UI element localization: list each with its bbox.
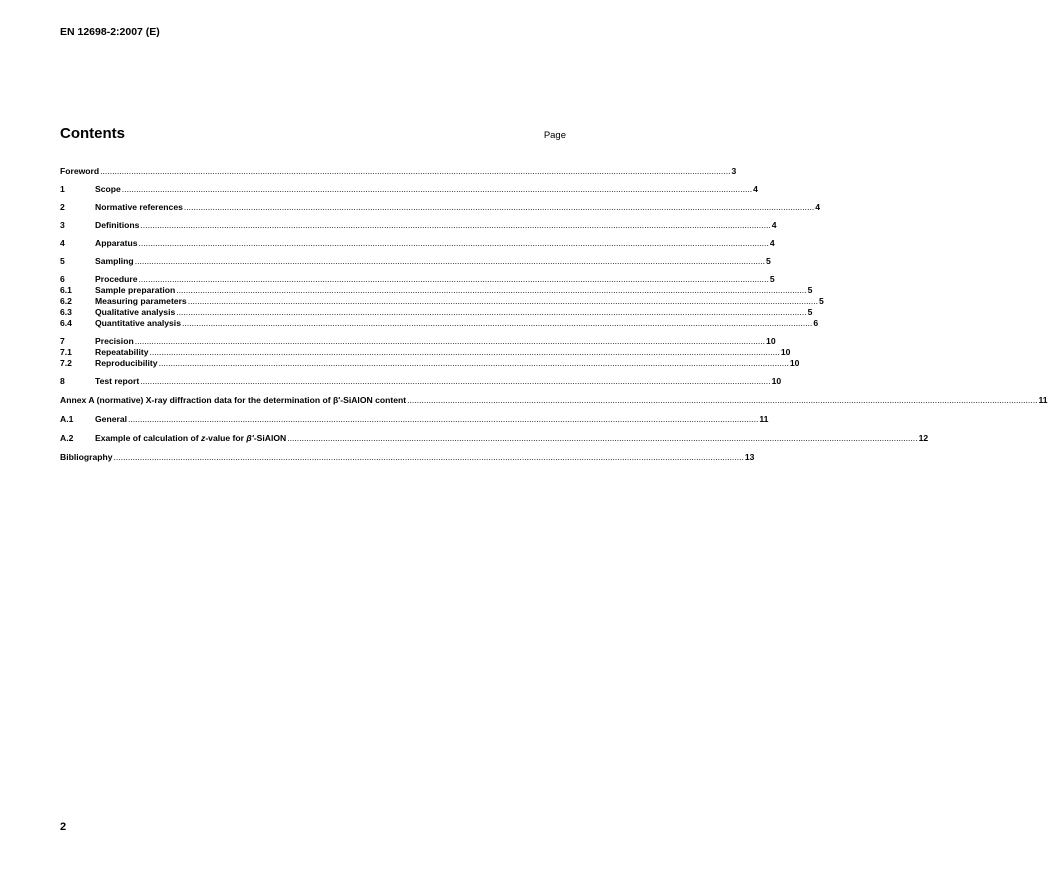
toc-entry-title: Reproducibility [95, 358, 158, 368]
page-number: 2 [60, 821, 67, 833]
toc-entry-page: 5 [807, 307, 813, 317]
toc-entry-page: 10 [771, 376, 782, 386]
toc-entry-annex-a[interactable] [60, 395, 1048, 406]
toc-entry-number: 6.2 [60, 296, 72, 306]
toc-entry-title: Annex A (normative) X-ray diffraction data for the determination of β'-SiAlON content [60, 395, 407, 405]
toc-entry-repeatability[interactable] [60, 347, 791, 358]
toc-entry-measuring-parameters[interactable] [60, 296, 824, 307]
toc-entry-page: 4 [771, 220, 777, 230]
toc-entry-sample-preparation[interactable] [60, 285, 813, 296]
toc-entry-page: 5 [819, 296, 824, 306]
toc-entry-title: Bibliography [60, 452, 113, 462]
title-part: Example of calculation of [95, 433, 202, 443]
toc-entry-scope[interactable] [60, 184, 758, 195]
toc-entry-page: 5 [766, 256, 771, 266]
toc-entry-page: 10 [789, 358, 800, 368]
toc-entry-title: Apparatus [95, 238, 138, 248]
toc-entry-page: 4 [815, 202, 821, 212]
toc-entry-foreword[interactable] [60, 166, 737, 177]
toc-entry-title: Procedure [95, 274, 138, 284]
toc-entry-page: 11 [1038, 395, 1048, 405]
toc-entry-sampling[interactable] [60, 256, 771, 267]
document-id-header: EN 12698-2:2007 (E) [60, 26, 160, 38]
toc-entry-test-report[interactable] [60, 376, 782, 387]
toc-entry-title: Measuring parameters [95, 296, 187, 306]
toc-entry-precision[interactable] [60, 336, 776, 347]
toc-entry-number: 1 [60, 184, 65, 194]
toc-entry-quantitative-analysis[interactable] [60, 318, 819, 329]
toc-entry-page: 5 [769, 274, 775, 284]
toc-entry-number: 6.1 [60, 285, 72, 295]
toc-entry-title: Definitions [95, 220, 140, 230]
title-part-italic: z [201, 433, 206, 443]
toc-entry-number: 8 [60, 376, 65, 386]
toc-entry-number: A.2 [60, 433, 74, 443]
toc-entry-title: Normative references [95, 202, 183, 212]
toc-entry-number: 7.2 [60, 358, 72, 368]
toc-entry-title: Quantitative analysis [95, 318, 181, 328]
title-part: -SiAlON [253, 433, 287, 443]
toc-entry-example-calculation[interactable] [60, 433, 929, 444]
title-part-italic: β' [246, 433, 254, 443]
toc-entry-page: 10 [766, 336, 776, 346]
toc-entry-number: 4 [60, 238, 65, 248]
toc-entry-page: 6 [813, 318, 819, 328]
toc-entry-page: 13 [744, 452, 755, 462]
toc-entry-page: 5 [807, 285, 813, 295]
toc-entry-page: 11 [759, 414, 769, 424]
toc-entry-page: 3 [731, 166, 737, 176]
toc-entry-procedure[interactable] [60, 274, 775, 285]
toc-entry-page: 4 [753, 184, 758, 194]
toc-entry-number: 7 [60, 336, 65, 346]
toc-entry-title [95, 433, 286, 444]
toc-entry-reproducibility[interactable] [60, 358, 800, 369]
toc-entry-page: 12 [918, 433, 929, 443]
toc-entry-bibliography[interactable] [60, 452, 755, 463]
toc-entry-title: Scope [95, 184, 121, 194]
toc-entry-general[interactable] [60, 414, 769, 425]
toc-entry-number: 7.1 [60, 347, 72, 357]
toc-entry-title: Repeatability [95, 347, 149, 357]
title-part: -value for [205, 433, 247, 443]
toc-entry-title: Sampling [95, 256, 134, 266]
toc-entry-number: 5 [60, 256, 65, 266]
contents-title: Contents [60, 125, 125, 142]
toc-entry-apparatus[interactable] [60, 238, 775, 249]
toc-entry-title: Qualitative analysis [95, 307, 176, 317]
toc-entry-qualitative-analysis[interactable] [60, 307, 813, 318]
toc-entry-number: 6 [60, 274, 65, 284]
page-column-label: Page [543, 130, 566, 141]
toc-entry-normative-references[interactable] [60, 202, 821, 213]
toc-entry-number: A.1 [60, 414, 74, 424]
toc-entry-number: 2 [60, 202, 65, 212]
toc-entry-title: Sample preparation [95, 285, 176, 295]
toc-entry-definitions[interactable] [60, 220, 777, 231]
toc-entry-number: 6.4 [60, 318, 72, 328]
toc-entry-title: General [95, 414, 128, 424]
toc-entry-page: 4 [769, 238, 775, 248]
toc-entry-number: 6.3 [60, 307, 72, 317]
toc-entry-page: 10 [780, 347, 791, 357]
toc-entry-number: 3 [60, 220, 65, 230]
toc-entry-title: Foreword [60, 166, 100, 176]
toc-entry-title: Precision [95, 336, 134, 346]
toc-entry-title: Test report [95, 376, 140, 386]
